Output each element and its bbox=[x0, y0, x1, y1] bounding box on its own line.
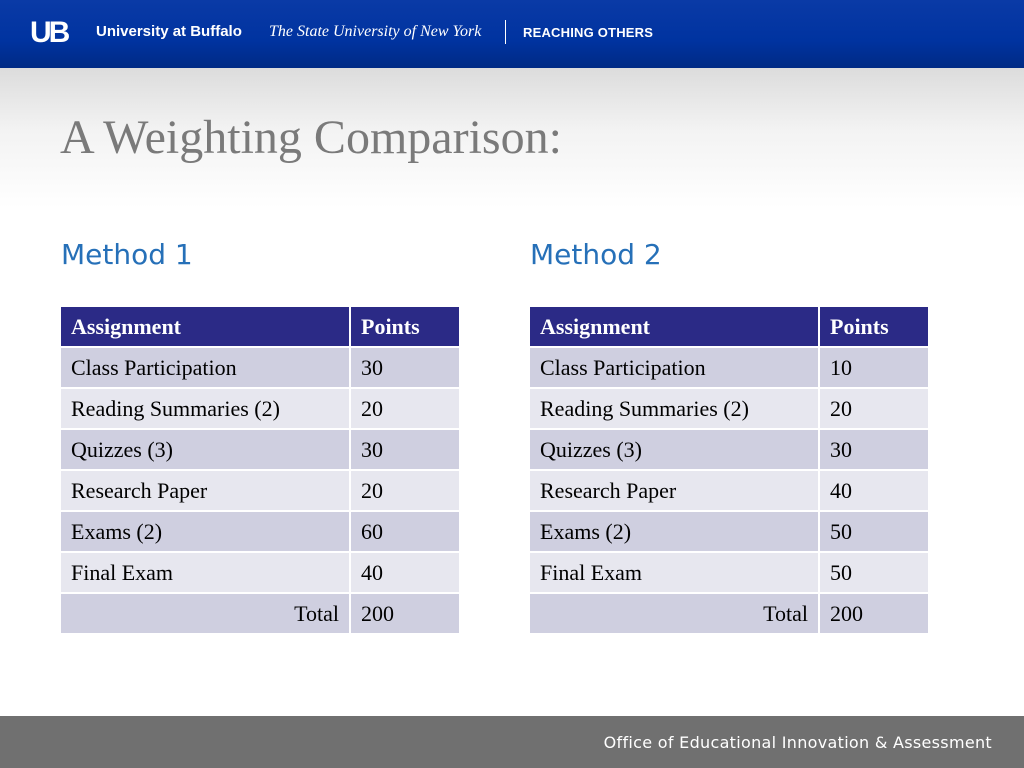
assignment-cell: Research Paper bbox=[61, 471, 349, 510]
points-cell: 50 bbox=[820, 512, 928, 551]
assignment-cell: Exams (2) bbox=[61, 512, 349, 551]
footer-bar bbox=[0, 716, 1024, 768]
assignment-cell: Final Exam bbox=[530, 553, 818, 592]
ub-logo: UB bbox=[30, 16, 68, 49]
table-row bbox=[61, 389, 459, 428]
column-header-assignment: Assignment bbox=[61, 307, 349, 346]
assignment-cell: Quizzes (3) bbox=[61, 430, 349, 469]
table-row bbox=[530, 348, 928, 387]
points-cell: 50 bbox=[820, 553, 928, 592]
total-label: Total bbox=[530, 594, 818, 633]
method-2-table bbox=[528, 305, 930, 635]
points-cell: 20 bbox=[351, 389, 459, 428]
table-header-row bbox=[61, 307, 459, 346]
total-value: 200 bbox=[820, 594, 928, 633]
points-cell: 40 bbox=[351, 553, 459, 592]
total-value: 200 bbox=[351, 594, 459, 633]
assignment-cell: Class Participation bbox=[530, 348, 818, 387]
assignment-cell: Class Participation bbox=[61, 348, 349, 387]
assignment-cell: Reading Summaries (2) bbox=[61, 389, 349, 428]
table-row bbox=[530, 512, 928, 551]
method-1-heading: Method 1 bbox=[61, 238, 193, 271]
table-row bbox=[61, 430, 459, 469]
table-row bbox=[61, 348, 459, 387]
points-cell: 60 bbox=[351, 512, 459, 551]
total-row bbox=[530, 594, 928, 633]
table-row bbox=[530, 553, 928, 592]
points-cell: 40 bbox=[820, 471, 928, 510]
column-header-points: Points bbox=[820, 307, 928, 346]
header-divider bbox=[505, 20, 506, 44]
footer-office-name: Office of Educational Innovation & Assessment bbox=[603, 733, 992, 752]
assignment-cell: Quizzes (3) bbox=[530, 430, 818, 469]
points-cell: 20 bbox=[351, 471, 459, 510]
table-header-row bbox=[530, 307, 928, 346]
column-header-assignment: Assignment bbox=[530, 307, 818, 346]
points-cell: 30 bbox=[820, 430, 928, 469]
table-row bbox=[530, 430, 928, 469]
assignment-cell: Exams (2) bbox=[530, 512, 818, 551]
page-title: A Weighting Comparison: bbox=[60, 111, 562, 164]
points-cell: 20 bbox=[820, 389, 928, 428]
university-name: University at Buffalo bbox=[96, 23, 242, 40]
total-label: Total bbox=[61, 594, 349, 633]
table-row bbox=[61, 471, 459, 510]
slogan: REACHING OTHERS bbox=[523, 25, 654, 40]
table-row bbox=[530, 471, 928, 510]
assignment-cell: Reading Summaries (2) bbox=[530, 389, 818, 428]
method-2-heading: Method 2 bbox=[530, 238, 662, 271]
method-1-table bbox=[59, 305, 461, 635]
column-header-points: Points bbox=[351, 307, 459, 346]
table-row bbox=[530, 389, 928, 428]
university-subtitle: The State University of New York bbox=[269, 23, 482, 40]
points-cell: 30 bbox=[351, 348, 459, 387]
points-cell: 10 bbox=[820, 348, 928, 387]
assignment-cell: Research Paper bbox=[530, 471, 818, 510]
total-row bbox=[61, 594, 459, 633]
header-bar bbox=[0, 0, 1024, 68]
table-row bbox=[61, 512, 459, 551]
points-cell: 30 bbox=[351, 430, 459, 469]
assignment-cell: Final Exam bbox=[61, 553, 349, 592]
table-row bbox=[61, 553, 459, 592]
